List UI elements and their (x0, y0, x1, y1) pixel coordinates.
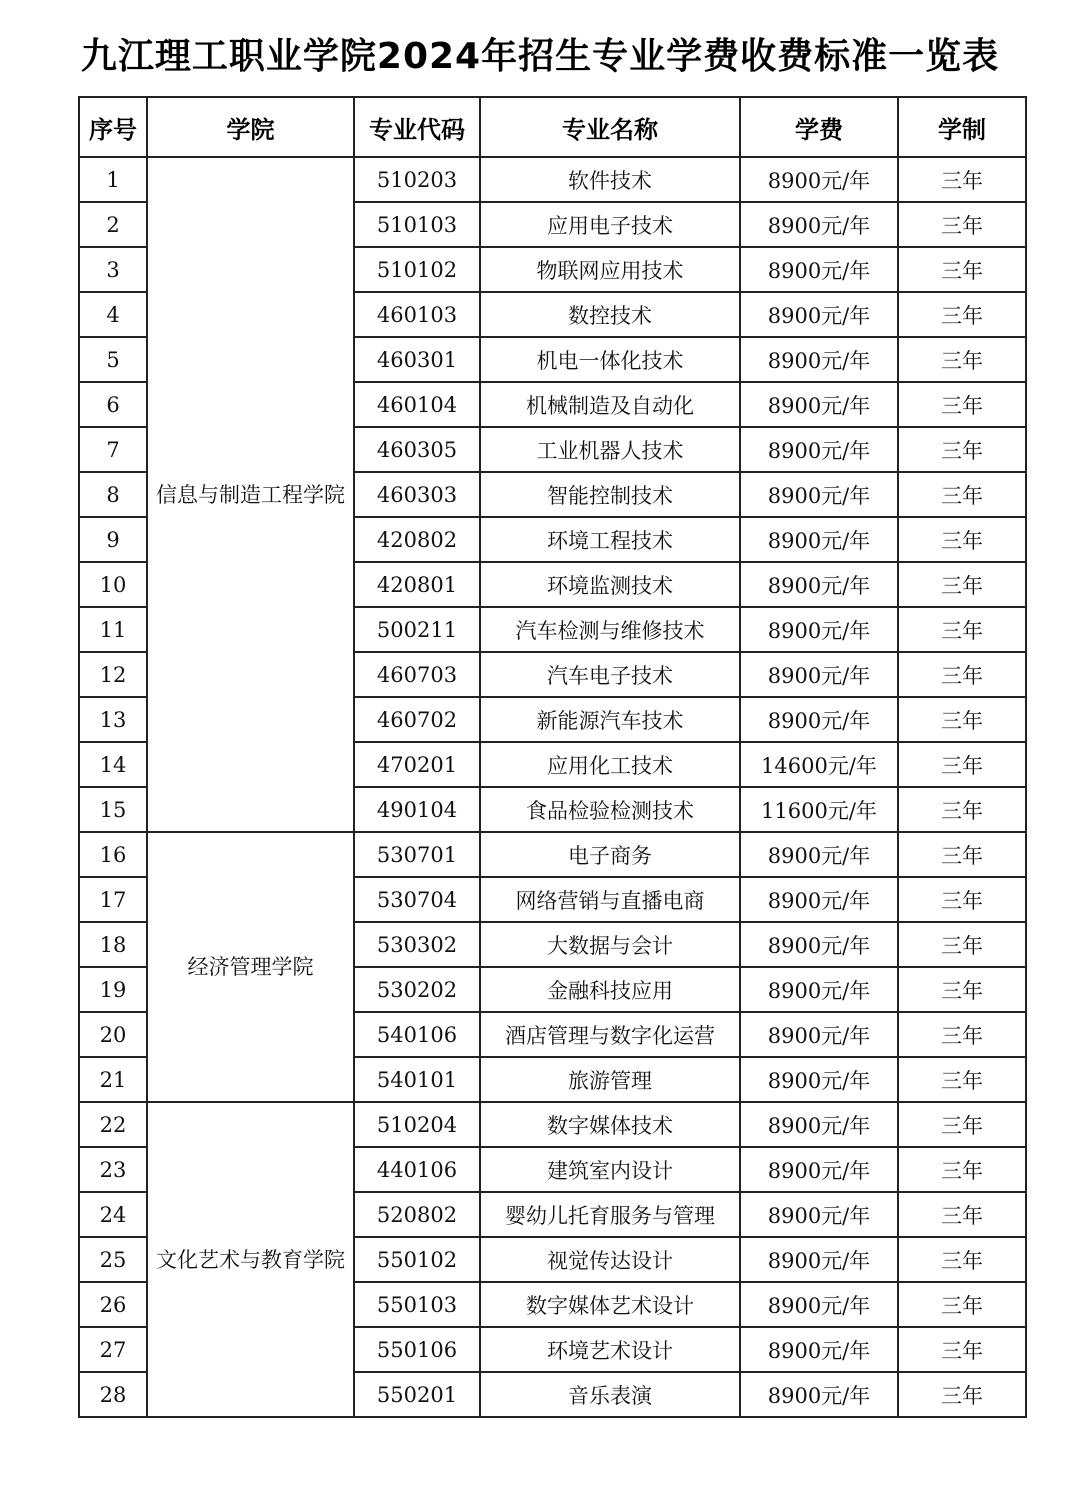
major-code: 460301 (354, 337, 480, 382)
row-number: 22 (79, 1102, 147, 1147)
major-name: 工业机器人技术 (480, 427, 740, 472)
tuition-fee: 8900元/年 (740, 1192, 898, 1237)
major-code: 460702 (354, 697, 480, 742)
major-name: 电子商务 (480, 832, 740, 877)
study-duration: 三年 (898, 202, 1026, 247)
tuition-fee: 8900元/年 (740, 517, 898, 562)
major-name: 旅游管理 (480, 1057, 740, 1102)
row-number: 2 (79, 202, 147, 247)
row-number: 24 (79, 1192, 147, 1237)
major-name: 网络营销与直播电商 (480, 877, 740, 922)
table-row (79, 157, 1026, 202)
study-duration: 三年 (898, 382, 1026, 427)
major-code: 460103 (354, 292, 480, 337)
study-duration: 三年 (898, 877, 1026, 922)
row-number: 4 (79, 292, 147, 337)
row-number: 1 (79, 157, 147, 202)
tuition-fee: 8900元/年 (740, 202, 898, 247)
row-number: 26 (79, 1282, 147, 1327)
major-name: 环境艺术设计 (480, 1327, 740, 1372)
tuition-fee: 8900元/年 (740, 247, 898, 292)
college-name: 信息与制造工程学院 (147, 157, 354, 832)
tuition-fee: 8900元/年 (740, 472, 898, 517)
tuition-fee: 8900元/年 (740, 922, 898, 967)
tuition-fee: 8900元/年 (740, 1237, 898, 1282)
study-duration: 三年 (898, 787, 1026, 832)
major-name: 数字媒体艺术设计 (480, 1282, 740, 1327)
header-row (79, 97, 1026, 157)
college-name: 文化艺术与教育学院 (147, 1102, 354, 1417)
page-title: 九江理工职业学院2024年招生专业学费收费标准一览表 (80, 36, 1000, 77)
major-code: 550102 (354, 1237, 480, 1282)
major-name: 环境监测技术 (480, 562, 740, 607)
major-code: 460104 (354, 382, 480, 427)
header-cell-college: 学院 (147, 97, 354, 157)
row-number: 7 (79, 427, 147, 472)
study-duration: 三年 (898, 472, 1026, 517)
major-name: 金融科技应用 (480, 967, 740, 1012)
row-number: 14 (79, 742, 147, 787)
major-name: 物联网应用技术 (480, 247, 740, 292)
table-row (79, 1102, 1026, 1147)
major-name: 智能控制技术 (480, 472, 740, 517)
major-name: 建筑室内设计 (480, 1147, 740, 1192)
row-number: 16 (79, 832, 147, 877)
major-name: 食品检验检测技术 (480, 787, 740, 832)
study-duration: 三年 (898, 967, 1026, 1012)
study-duration: 三年 (898, 1057, 1026, 1102)
study-duration: 三年 (898, 1102, 1026, 1147)
row-number: 23 (79, 1147, 147, 1192)
row-number: 5 (79, 337, 147, 382)
row-number: 11 (79, 607, 147, 652)
tuition-fee: 11600元/年 (740, 787, 898, 832)
tuition-fee: 8900元/年 (740, 292, 898, 337)
study-duration: 三年 (898, 427, 1026, 472)
row-number: 6 (79, 382, 147, 427)
table-body (79, 157, 1026, 1417)
tuition-fee: 8900元/年 (740, 157, 898, 202)
study-duration: 三年 (898, 1282, 1026, 1327)
major-code: 500211 (354, 607, 480, 652)
study-duration: 三年 (898, 652, 1026, 697)
major-name: 大数据与会计 (480, 922, 740, 967)
header-cell-code: 专业代码 (354, 97, 480, 157)
major-code: 550103 (354, 1282, 480, 1327)
tuition-fee: 8900元/年 (740, 832, 898, 877)
header-cell-fee: 学费 (740, 97, 898, 157)
study-duration: 三年 (898, 607, 1026, 652)
tuition-fee: 14600元/年 (740, 742, 898, 787)
header-cell-years: 学制 (898, 97, 1026, 157)
study-duration: 三年 (898, 1012, 1026, 1057)
row-number: 17 (79, 877, 147, 922)
row-number: 12 (79, 652, 147, 697)
major-code: 540106 (354, 1012, 480, 1057)
major-name: 环境工程技术 (480, 517, 740, 562)
study-duration: 三年 (898, 1237, 1026, 1282)
major-name: 新能源汽车技术 (480, 697, 740, 742)
major-name: 机电一体化技术 (480, 337, 740, 382)
row-number: 28 (79, 1372, 147, 1417)
row-number: 9 (79, 517, 147, 562)
major-code: 420801 (354, 562, 480, 607)
tuition-fee: 8900元/年 (740, 427, 898, 472)
major-code: 520802 (354, 1192, 480, 1237)
major-name: 音乐表演 (480, 1372, 740, 1417)
major-name: 婴幼儿托育服务与管理 (480, 1192, 740, 1237)
major-code: 530302 (354, 922, 480, 967)
row-number: 15 (79, 787, 147, 832)
study-duration: 三年 (898, 742, 1026, 787)
row-number: 18 (79, 922, 147, 967)
major-name: 机械制造及自动化 (480, 382, 740, 427)
tuition-fee: 8900元/年 (740, 697, 898, 742)
college-name: 经济管理学院 (147, 832, 354, 1102)
major-name: 酒店管理与数字化运营 (480, 1012, 740, 1057)
major-name: 汽车电子技术 (480, 652, 740, 697)
tuition-fee: 8900元/年 (740, 382, 898, 427)
major-code: 420802 (354, 517, 480, 562)
fee-table (78, 96, 1027, 1418)
tuition-fee: 8900元/年 (740, 652, 898, 697)
major-name: 应用电子技术 (480, 202, 740, 247)
header-cell-major: 专业名称 (480, 97, 740, 157)
row-number: 20 (79, 1012, 147, 1057)
table-row (79, 832, 1026, 877)
major-code: 530704 (354, 877, 480, 922)
major-code: 440106 (354, 1147, 480, 1192)
major-code: 540101 (354, 1057, 480, 1102)
tuition-fee: 8900元/年 (740, 1372, 898, 1417)
study-duration: 三年 (898, 697, 1026, 742)
major-code: 460305 (354, 427, 480, 472)
major-code: 460703 (354, 652, 480, 697)
row-number: 8 (79, 472, 147, 517)
row-number: 25 (79, 1237, 147, 1282)
tuition-fee: 8900元/年 (740, 967, 898, 1012)
tuition-fee: 8900元/年 (740, 1327, 898, 1372)
major-code: 510102 (354, 247, 480, 292)
row-number: 13 (79, 697, 147, 742)
study-duration: 三年 (898, 1327, 1026, 1372)
study-duration: 三年 (898, 337, 1026, 382)
major-code: 460303 (354, 472, 480, 517)
major-code: 510103 (354, 202, 480, 247)
row-number: 21 (79, 1057, 147, 1102)
row-number: 27 (79, 1327, 147, 1372)
study-duration: 三年 (898, 247, 1026, 292)
study-duration: 三年 (898, 1147, 1026, 1192)
major-code: 530202 (354, 967, 480, 1012)
row-number: 10 (79, 562, 147, 607)
tuition-fee: 8900元/年 (740, 1057, 898, 1102)
major-name: 数控技术 (480, 292, 740, 337)
tuition-fee: 8900元/年 (740, 1147, 898, 1192)
major-code: 510204 (354, 1102, 480, 1147)
study-duration: 三年 (898, 1192, 1026, 1237)
study-duration: 三年 (898, 292, 1026, 337)
major-name: 软件技术 (480, 157, 740, 202)
tuition-fee: 8900元/年 (740, 337, 898, 382)
tuition-fee: 8900元/年 (740, 1012, 898, 1057)
major-code: 530701 (354, 832, 480, 877)
major-code: 470201 (354, 742, 480, 787)
major-code: 550201 (354, 1372, 480, 1417)
major-name: 视觉传达设计 (480, 1237, 740, 1282)
major-code: 510203 (354, 157, 480, 202)
tuition-fee: 8900元/年 (740, 607, 898, 652)
tuition-fee: 8900元/年 (740, 562, 898, 607)
row-number: 19 (79, 967, 147, 1012)
header-cell-no: 序号 (79, 97, 147, 157)
major-name: 数字媒体技术 (480, 1102, 740, 1147)
study-duration: 三年 (898, 1372, 1026, 1417)
study-duration: 三年 (898, 562, 1026, 607)
tuition-fee: 8900元/年 (740, 1102, 898, 1147)
study-duration: 三年 (898, 157, 1026, 202)
row-number: 3 (79, 247, 147, 292)
study-duration: 三年 (898, 922, 1026, 967)
tuition-fee: 8900元/年 (740, 877, 898, 922)
major-name: 应用化工技术 (480, 742, 740, 787)
study-duration: 三年 (898, 832, 1026, 877)
tuition-fee: 8900元/年 (740, 1282, 898, 1327)
study-duration: 三年 (898, 517, 1026, 562)
major-code: 490104 (354, 787, 480, 832)
major-code: 550106 (354, 1327, 480, 1372)
major-name: 汽车检测与维修技术 (480, 607, 740, 652)
